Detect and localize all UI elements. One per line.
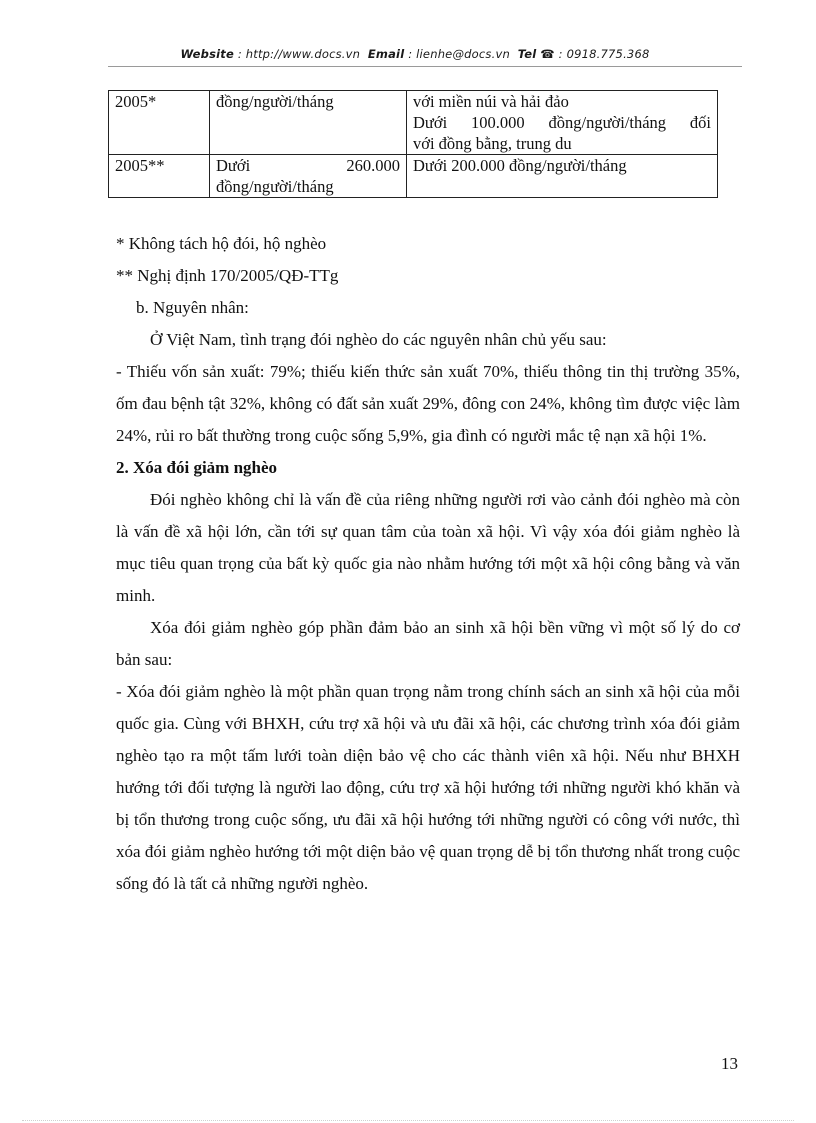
- poverty-line-table: [108, 90, 718, 198]
- cell-line: với đồng bằng, trung du: [413, 134, 572, 153]
- subsection-heading-causes: b. Nguyên nhân:: [136, 298, 249, 317]
- header-divider: [108, 66, 742, 67]
- website-url-link[interactable]: http://www.docs.vn: [245, 47, 361, 61]
- table-row: [109, 91, 718, 155]
- table-cell-urban: [210, 155, 407, 198]
- paragraph-poverty-social-issue: Đói nghèo không chỉ là vấn đề của riêng những người rơi vào cảnh đói nghèo mà còn là vấn đề xã hội lớn, cần tới sự quan tâm của toàn xã hội. Vì vậy xóa đói giảm nghèo là mục tiêu quan trọng của bất kỳ quốc gia nào nhằm hướng tới một xã hội công bằng và văn minh.: [116, 490, 740, 605]
- cell-line: đồng/người/tháng: [216, 177, 334, 196]
- page-bottom-divider: [22, 1120, 794, 1121]
- section-heading-poverty-reduction: 2. Xóa đói giảm nghèo: [116, 458, 278, 477]
- email-label: Email: [367, 47, 405, 61]
- paragraph-social-security-reasons: Xóa đói giảm nghèo góp phần đảm bảo an sinh xã hội bền vững vì một số lý do cơ bản sau:: [116, 618, 740, 669]
- page-number: 13: [721, 1054, 738, 1073]
- tel-number: 0918.775.368: [566, 47, 650, 61]
- paragraph-safety-net: - Xóa đói giảm nghèo là một phần quan trọng nằm trong chính sách an sinh xã hội của mỗi quốc gia. Cùng với BHXH, cứu trợ xã hội và ưu đãi xã hội, các chương trình xóa đói giảm nghèo tạo ra một tấm lưới toàn diện bảo vệ cho các thành viên xã hội. Nếu như BHXH hướng tới đối tượng là người lao động, cứu trợ xã hội hướng tới những người khó khăn và bị tổn thương trong cuộc sống, ưu đãi xã hội hướng tới những người có công với nước, thì xóa đói giảm nghèo hướng tới một diện bảo vệ quan trọng dễ bị tổn thương nhất trong cuộc sống đó là tất cả những người nghèo.: [116, 682, 740, 893]
- cell-line: Dưới 260.000: [216, 156, 400, 175]
- footnote-single-star: * Không tách hộ đói, hộ nghèo: [116, 234, 327, 253]
- table-cell-year: 2005*: [109, 91, 210, 155]
- email-link[interactable]: lienhe@docs.vn: [416, 47, 510, 61]
- email-separator: :: [404, 47, 417, 61]
- table-row: [109, 155, 718, 198]
- cell-line: với miền núi và hải đảo: [413, 92, 569, 111]
- table-cell-urban: [210, 91, 407, 155]
- cell-line: đồng/người/tháng: [216, 92, 334, 111]
- document-body: [116, 228, 740, 900]
- footnote-double-star: ** Nghị định 170/2005/QĐ-TTg: [116, 266, 339, 285]
- cell-line: Dưới 100.000 đồng/người/tháng đối: [413, 113, 711, 132]
- website-separator: :: [233, 47, 246, 61]
- causes-intro-paragraph: Ở Việt Nam, tình trạng đói nghèo do các nguyên nhân chủ yếu sau:: [150, 330, 607, 349]
- tel-label: Tel: [517, 47, 537, 61]
- table-cell-rural: [407, 155, 718, 198]
- page-header: [110, 47, 720, 61]
- phone-icon: ☎: [540, 47, 555, 61]
- causes-list-paragraph: - Thiếu vốn sản xuất: 79%; thiếu kiến thức sản xuất 70%, thiếu thông tin thị trường 35%, ốm đau bệnh tật 32%, không có đất sản xuất 29%, đông con 24%, không tìm được việc làm 24%, rủi ro bất thường trong cuộc sống 5,9%, gia đình có người mắc tệ nạn xã hội 1%.: [116, 362, 740, 445]
- tel-separator: :: [554, 47, 567, 61]
- table-cell-rural: [407, 91, 718, 155]
- website-label: Website: [180, 47, 234, 61]
- table-cell-year: 2005**: [109, 155, 210, 198]
- cell-line: Dưới 200.000 đồng/người/tháng: [413, 156, 627, 175]
